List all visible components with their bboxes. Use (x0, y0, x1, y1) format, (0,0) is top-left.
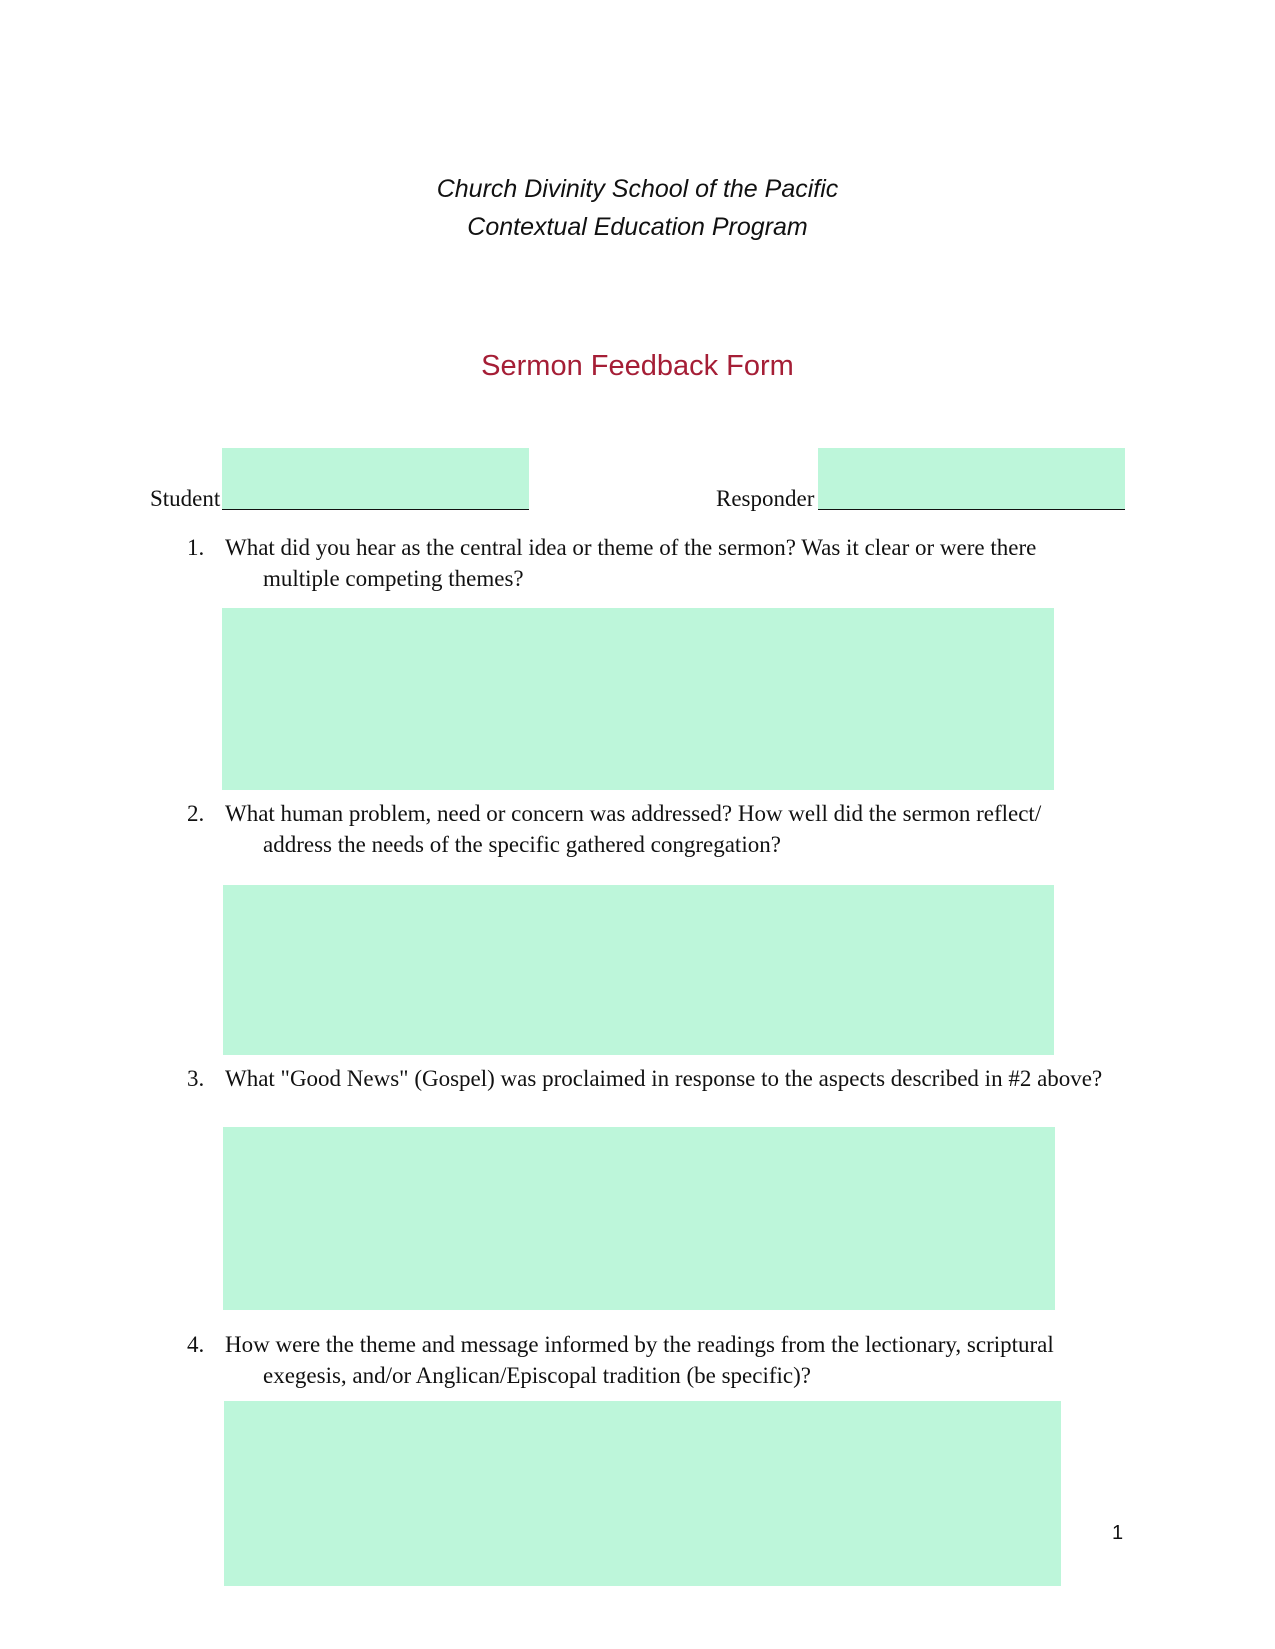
student-name-field[interactable] (222, 448, 529, 510)
page-number: 1 (1112, 1522, 1124, 1544)
question-1-number: 1. (187, 535, 205, 560)
question-1-answer-field[interactable] (222, 608, 1054, 790)
question-2-text: What human problem, need or concern was addressed? How well did the sermon reflect/ address the needs of the specific gathered congregation? (225, 801, 1042, 857)
school-name: Church Divinity School of the Pacific (436, 175, 839, 203)
question-4-text: How were the theme and message informed by the readings from the lectionary, scriptural exegesis, and/or Anglican/Episcopal tradition (be specific)? (225, 1332, 1054, 1388)
question-2-number: 2. (187, 801, 205, 826)
responder-label: Responder (716, 486, 815, 511)
question-3-answer-field[interactable] (223, 1127, 1055, 1310)
question-3-number: 3. (187, 1066, 205, 1091)
question-1-text: What did you hear as the central idea or theme of the sermon? Was it clear or were there multiple competing themes? (225, 535, 1037, 591)
question-4-answer-field[interactable] (224, 1401, 1061, 1586)
responder-name-field[interactable] (818, 448, 1125, 510)
student-label: Student (150, 486, 221, 511)
question-2-answer-field[interactable] (223, 885, 1054, 1055)
form-title: Sermon Feedback Form (481, 350, 794, 382)
question-4-number: 4. (187, 1332, 205, 1357)
program-name: Contextual Education Program (467, 213, 808, 241)
question-3-text: What "Good News" (Gospel) was proclaimed in response to the aspects described in #2 above? (225, 1066, 1103, 1091)
